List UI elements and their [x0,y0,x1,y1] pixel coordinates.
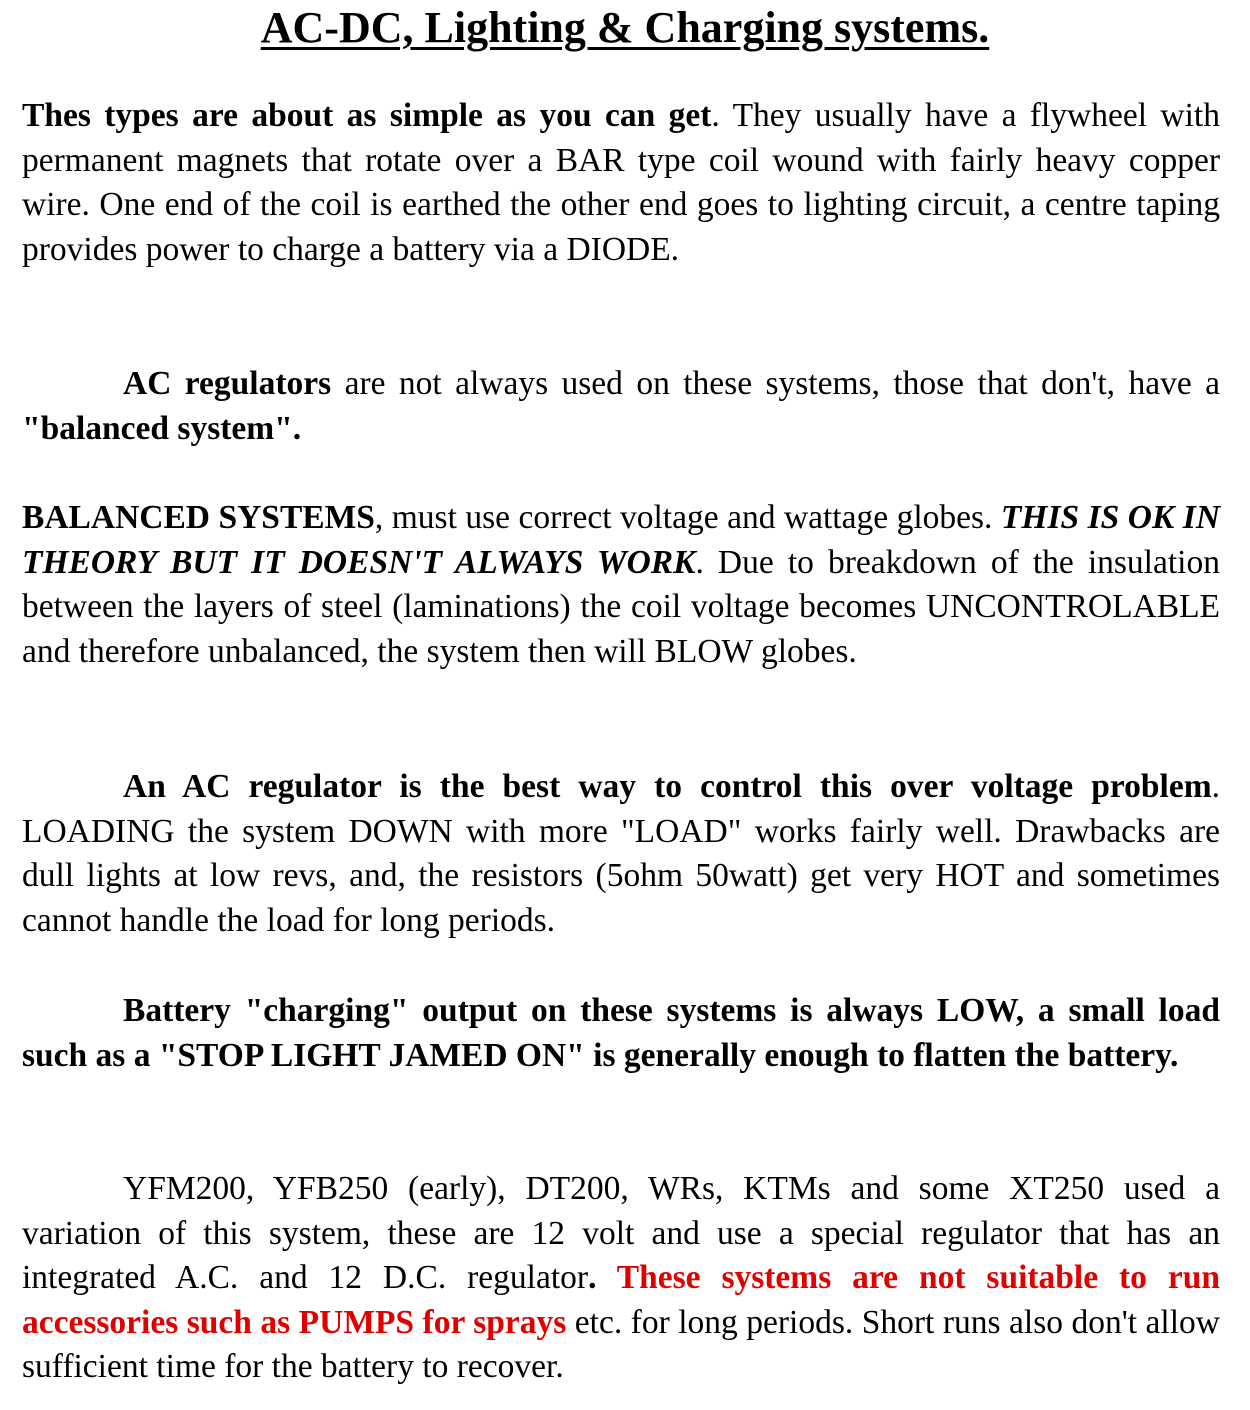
paragraph-ac-regulator-best [22,765,1220,943]
ac-regulators-lead: AC regulators [123,365,332,402]
paragraph-models [22,1167,1220,1390]
ac-regulator-best-lead: An AC regulator is the best way to control this over voltage problem [123,768,1212,805]
not-suitable-warning: These systems are not suitable to run accessories such as PUMPS for sprays [22,1259,1220,1341]
balanced-systems-text-1: , must use correct voltage and wattage globes. [374,499,1001,536]
balanced-system-term: "balanced system". [22,409,302,447]
paragraph-ac-regulators [22,362,1220,451]
balanced-systems-lead: BALANCED SYSTEMS [22,499,375,536]
ac-regulator-best-text: . LOADING the system DOWN with more "LOAD" works fairly well. Drawbacks are dull lights at low revs, and, the resistors (5ohm 50watt) get very HOT and sometimes cannot handle the load for long periods. [22,768,1220,939]
paragraph-balanced-systems [22,496,1220,674]
intro-text: . They usually have a flywheel with permanent magnets that rotate over a BAR type coil wound with fairly heavy copper wire. One end of the coil is earthed the other end goes to lighting circuit, a centre taping provides power to charge a battery via a DIODE. [22,97,1220,268]
page-title: AC-DC, Lighting & Charging systems. [260,3,990,52]
paragraph-intro [22,94,1220,272]
models-text-2: etc. for long periods. Short runs also don't allow sufficient time for the battery to recover. [22,1303,1220,1385]
paragraph-battery-charging: Battery "charging" output on these systems is always LOW, a small load such as a "STOP LIGHT JAMED ON" is generally enough to flatten the battery. [22,992,1220,1074]
models-text-1: YFM200, YFB250 (early), DT200, WRs, KTMs and some XT250 used a variation of this system, these are 12 volt and use a special regulator that has an integrated A.C. and 12 D.C. regulator [22,1170,1220,1296]
ac-regulators-text: are not always used on these systems, those that don't, have a [331,365,1220,402]
theory-warning: THIS IS OK IN THEORY BUT IT DOESN'T ALWAYS WORK [22,499,1221,581]
intro-lead: Thes types are about as simple as you can get [22,97,712,134]
balanced-systems-text-2: . Due to breakdown of the insulation between the layers of steel (laminations) the coil voltage becomes UNCONTROLABLE and therefore unbalanced, the system then will BLOW globes. [22,543,1220,670]
models-period: . [588,1259,617,1296]
